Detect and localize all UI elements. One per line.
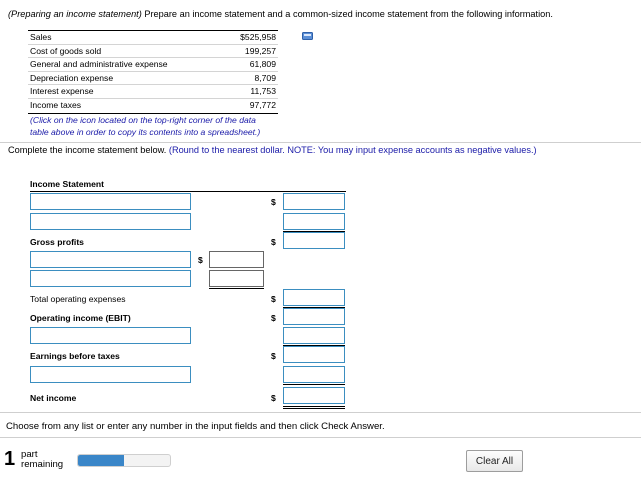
subtotal-underline xyxy=(283,384,345,385)
data-row-cogs xyxy=(28,45,278,59)
operating-income-input[interactable] xyxy=(283,308,345,325)
data-row-sales xyxy=(28,31,278,45)
data-row-taxes xyxy=(28,99,278,113)
operating-expense-1-label-input[interactable] xyxy=(30,251,191,268)
data-row-label: Income taxes xyxy=(30,99,82,110)
revenue-label-input[interactable] xyxy=(30,193,191,210)
part-label-line2: remaining xyxy=(21,458,64,470)
data-row-depreciation xyxy=(28,72,278,86)
double-underline-bottom xyxy=(283,408,345,409)
data-row-label: Cost of goods sold xyxy=(30,45,102,56)
data-row-interest xyxy=(28,85,278,99)
cogs-label-input[interactable] xyxy=(30,213,191,230)
taxes-label-input[interactable] xyxy=(30,366,191,383)
clear-all-button[interactable]: Clear All xyxy=(466,450,523,472)
divider xyxy=(0,142,641,143)
data-row-ga-expense xyxy=(28,58,278,72)
choose-instructions: Choose from any list or enter any number in the input fields and then click Check Answer. xyxy=(6,421,385,432)
copy-note-line1: (Click on the icon located on the top-right corner of the data xyxy=(30,115,256,125)
data-row-label: Sales xyxy=(30,32,52,42)
currency-sign: $ xyxy=(271,237,276,247)
operating-income-label: Operating income (EBIT) xyxy=(30,313,131,323)
cogs-amount-input[interactable] xyxy=(283,213,345,230)
copy-to-spreadsheet-icon[interactable] xyxy=(302,31,313,41)
data-row-value: 97,772 xyxy=(249,99,276,110)
data-row-label: General and administrative expense xyxy=(30,59,168,70)
taxes-amount-input[interactable] xyxy=(283,366,345,383)
currency-sign: $ xyxy=(271,351,276,361)
title-underline xyxy=(30,191,346,192)
data-row-value: 8,709 xyxy=(254,72,276,83)
progress-fill xyxy=(78,455,124,466)
parts-remaining-label xyxy=(21,450,63,469)
currency-sign: $ xyxy=(271,197,276,207)
copy-note xyxy=(30,115,290,138)
gross-profits-input[interactable] xyxy=(283,232,345,249)
part-label-line1: part xyxy=(21,449,38,460)
divider xyxy=(0,437,641,438)
divider xyxy=(0,412,641,413)
data-row-value: 199,257 xyxy=(244,45,276,56)
total-operating-expenses-label: Total operating expenses xyxy=(30,294,126,304)
data-row-value: $525,958 xyxy=(240,32,276,42)
progress-bar xyxy=(77,454,171,467)
net-income-input[interactable] xyxy=(283,387,345,404)
gross-profits-label: Gross profits xyxy=(30,237,84,247)
operating-expense-1-amount-input[interactable] xyxy=(209,251,264,268)
operating-expense-2-label-input[interactable] xyxy=(30,270,191,287)
copy-note-line2: table above in order to copy its contents into a spreadsheet.) xyxy=(30,126,261,137)
problem-intro-text: Prepare an income statement and a common-sized income statement from the following information. xyxy=(141,9,553,19)
data-row-label: Depreciation expense xyxy=(30,72,114,83)
instructions-main: Complete the income statement below. xyxy=(8,145,167,155)
currency-sign: $ xyxy=(271,393,276,403)
currency-sign: $ xyxy=(198,255,203,265)
interest-label-input[interactable] xyxy=(30,327,191,344)
data-row-value: 61,809 xyxy=(249,59,276,70)
instructions xyxy=(8,145,537,155)
operating-expense-2-amount-input[interactable] xyxy=(209,270,264,287)
problem-intro xyxy=(8,9,553,19)
data-row-label: Interest expense xyxy=(30,86,94,97)
earnings-before-taxes-label: Earnings before taxes xyxy=(30,351,120,361)
subtotal-underline xyxy=(209,288,264,289)
earnings-before-taxes-input[interactable] xyxy=(283,346,345,363)
revenue-amount-input[interactable] xyxy=(283,193,345,210)
problem-intro-prefix: (Preparing an income statement) xyxy=(8,9,142,19)
currency-sign: $ xyxy=(271,313,276,323)
income-statement-title: Income Statement xyxy=(30,179,105,189)
total-operating-expenses-input[interactable] xyxy=(283,289,345,306)
parts-remaining-count: 1 xyxy=(4,448,16,470)
instructions-hint: (Round to the nearest dollar. NOTE: You may input expense accounts as negative values.) xyxy=(166,145,537,155)
net-income-label: Net income xyxy=(30,393,77,403)
interest-amount-input[interactable] xyxy=(283,327,345,344)
double-underline-top xyxy=(283,406,345,407)
data-table xyxy=(28,30,278,114)
data-row-value: 11,753 xyxy=(250,86,276,97)
currency-sign: $ xyxy=(271,294,276,304)
